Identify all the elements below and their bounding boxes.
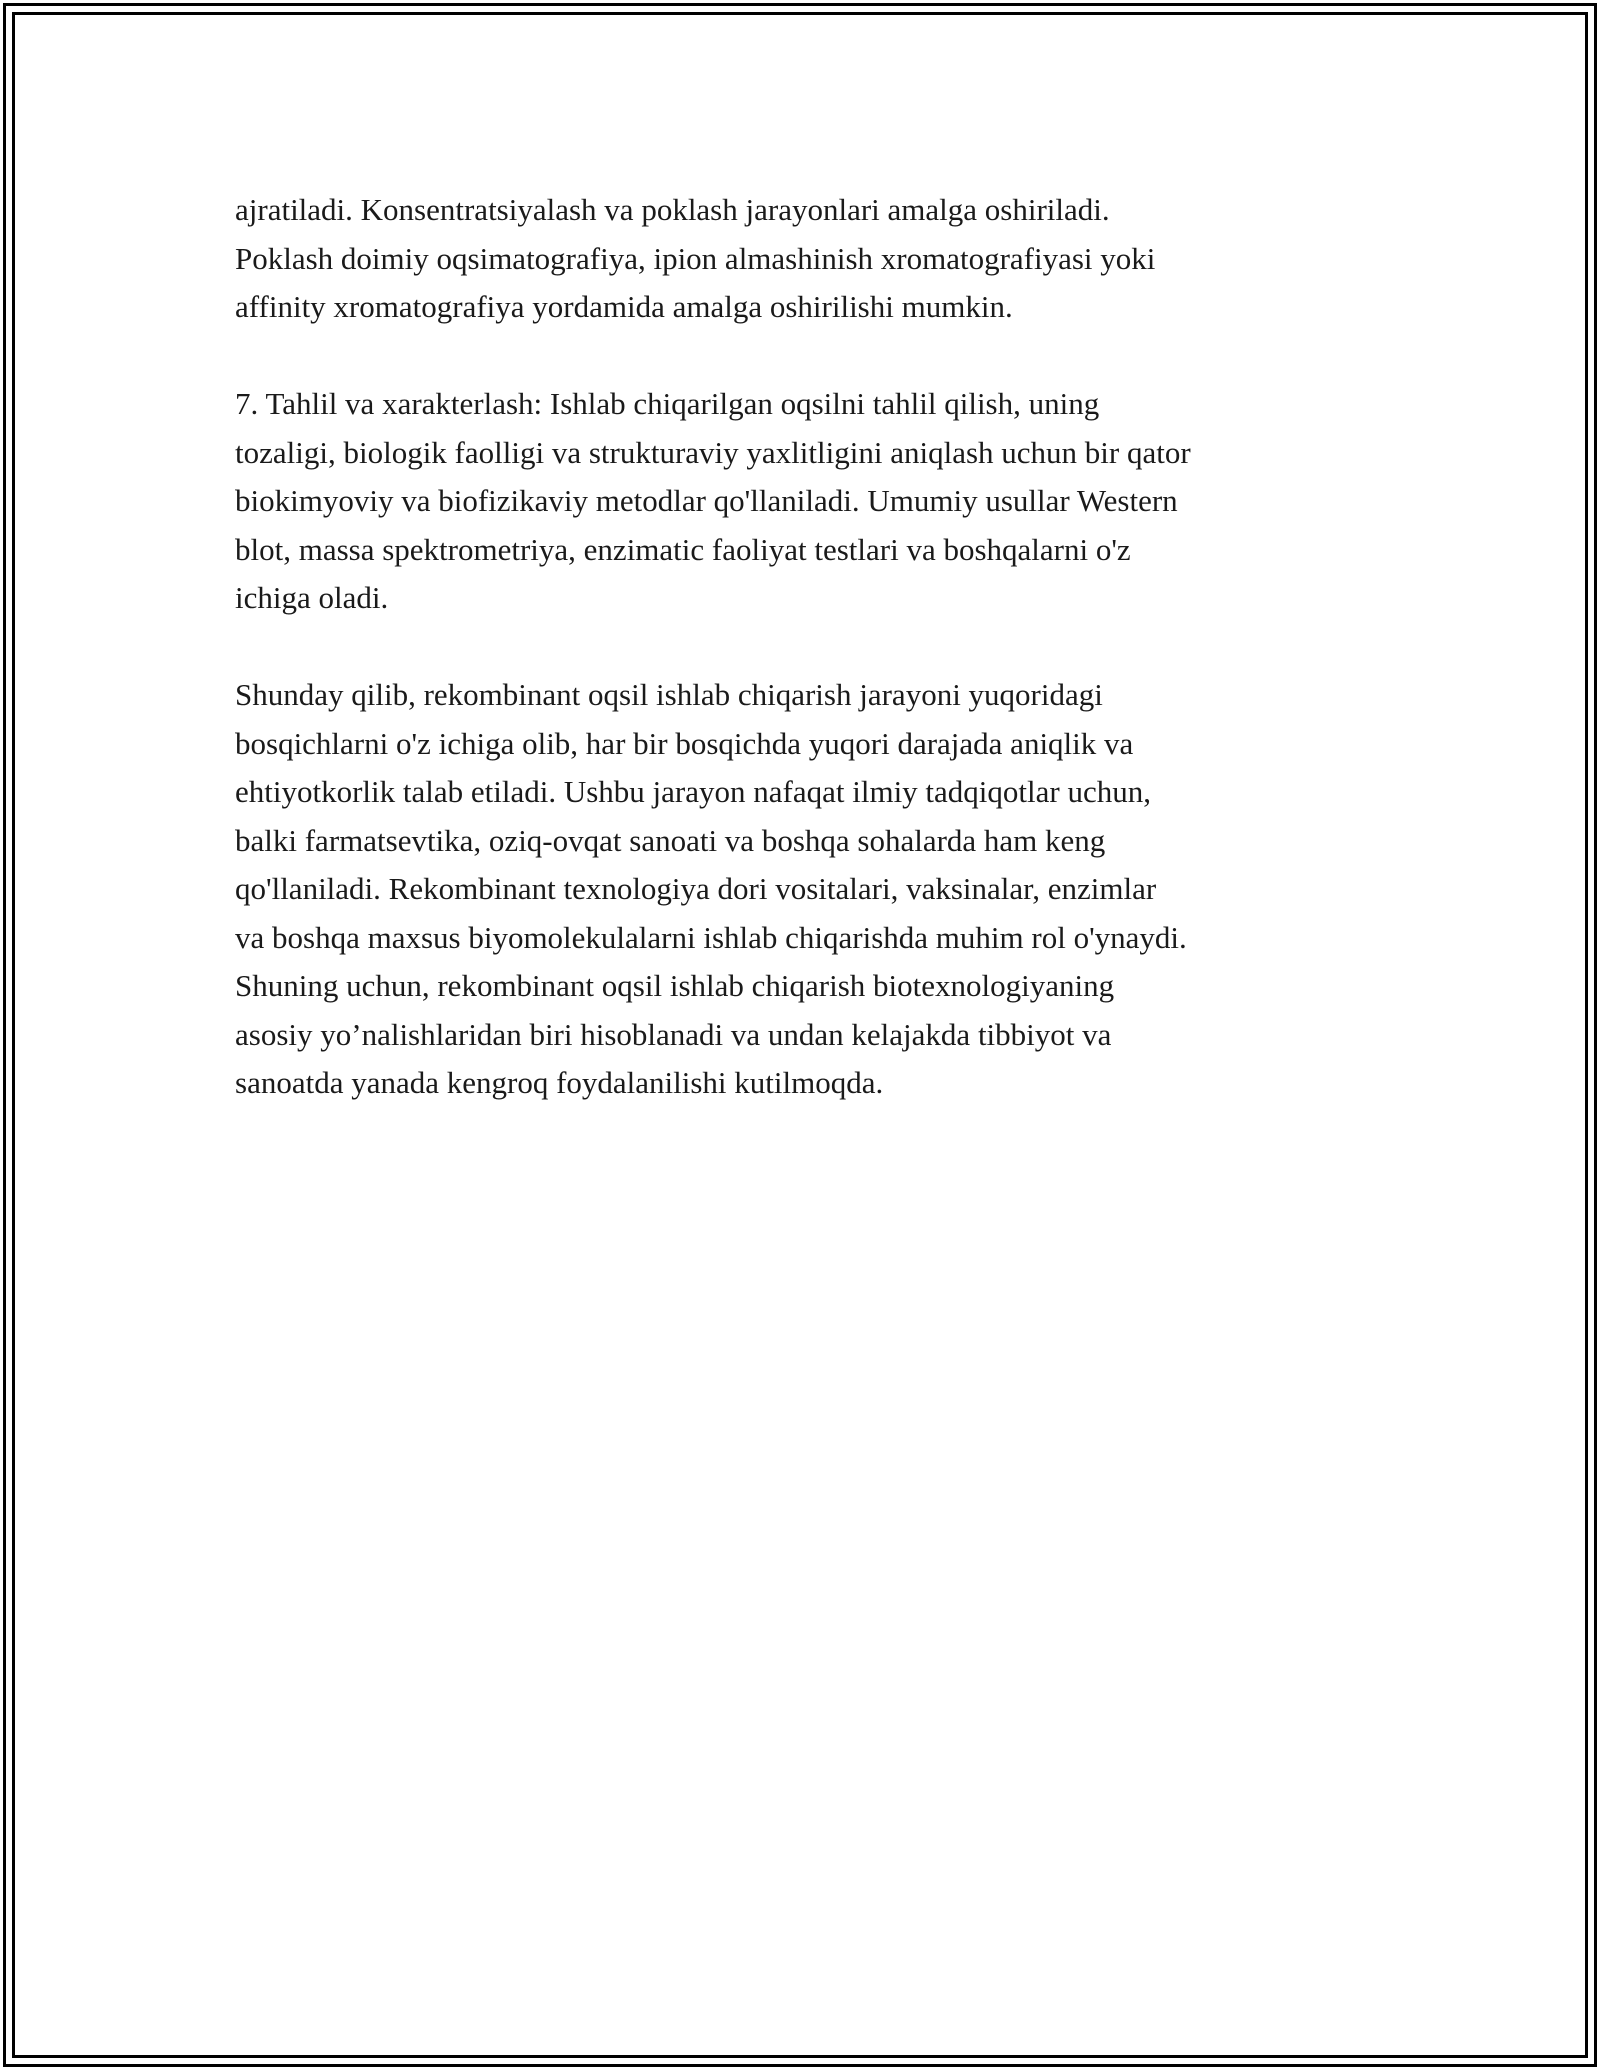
text-line: tozaligi, biologik faolligi va strukturaviy yaxlitligini aniqlash uchun bir qator — [235, 434, 1191, 470]
text-line: blot, massa spektrometriya, enzimatic faoliyat testlari va boshqalarni o'z — [235, 531, 1131, 567]
text-line: Shunday qilib, rekombinant oqsil ishlab chiqarish jarayoni yuqoridagi — [235, 677, 1103, 712]
text-line: affinity xromatografiya yordamida amalga oshirilishi mumkin. — [235, 289, 1013, 324]
text-line: va boshqa maxsus biyomolekulalarni ishlab chiqarishda muhim rol o'ynaydi. — [235, 919, 1187, 955]
paragraph-purification — [235, 186, 1385, 332]
text-line: Poklash doimiy oqsimatografiya, ipion almashinish xromatografiyasi yoki — [235, 240, 1156, 276]
text-line: sanoatda yanada kengroq foydalanilishi kutilmoqda. — [235, 1065, 884, 1100]
text-line: Shuning uchun, rekombinant oqsil ishlab chiqarish biotexnologiyaning — [235, 968, 1115, 1003]
text-line: asosiy yo’nalishlaridan biri hisoblanadi va undan kelajakda tibbiyot va — [235, 1016, 1112, 1052]
text-line: bosqichlarni o'z ichiga olib, har bir bosqichda yuqori darajada aniqlik va — [235, 725, 1134, 761]
paragraph-conclusion — [235, 671, 1385, 1108]
text-line: 7. Tahlil va xarakterlash: Ishlab chiqarilgan oqsilni tahlil qilish, uning — [235, 386, 1100, 421]
text-line: ajratiladi. Konsentratsiyalash va poklash jarayonlari amalga oshiriladi. — [235, 192, 1110, 227]
text-line: balki farmatsevtika, oziq-ovqat sanoati va boshqa sohalarda ham keng — [235, 822, 1106, 858]
document-body — [235, 186, 1385, 1156]
text-line: biokimyoviy va biofizikaviy metodlar qo'llaniladi. Umumiy usullar Western — [235, 483, 1178, 518]
text-line: ehtiyotkorlik talab etiladi. Ushbu jarayon nafaqat ilmiy tadqiqotlar uchun, — [235, 774, 1151, 809]
text-line: ichiga oladi. — [235, 580, 389, 615]
paragraph-analysis — [235, 380, 1385, 623]
text-line: qo'llaniladi. Rekombinant texnologiya dori vositalari, vaksinalar, enzimlar — [235, 871, 1157, 906]
